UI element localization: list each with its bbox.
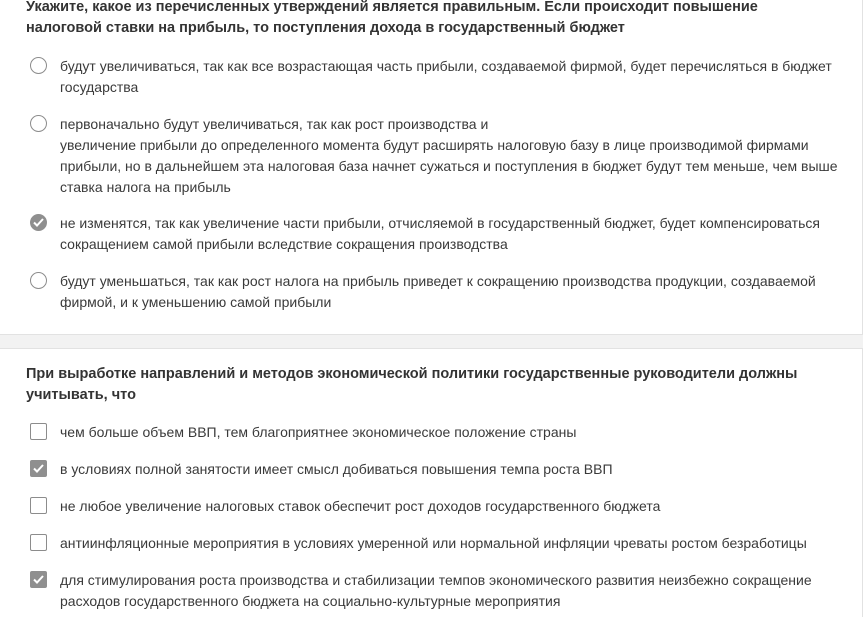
radio-button[interactable] — [30, 115, 47, 132]
q2-option-4-label: антиинфляционные мероприятия в условиях умеренной или нормальной инфляции чреваты ростом безработицы — [60, 535, 807, 551]
checkbox-checked[interactable] — [30, 571, 47, 588]
checkbox[interactable] — [30, 423, 47, 440]
q1-option-2-label: первоначально будут увеличиваться, так как рост производства и увеличение прибыли до определенного момента будут расширять налоговую базу в лице производимой фирмами прибыли, но в дальнейшем эта налоговая база начнет сужаться и поступления в бюджет будут тем меньше, чем выше ставка налога на прибыль — [60, 116, 838, 195]
radio-button[interactable] — [30, 57, 47, 74]
check-icon — [33, 218, 44, 227]
check-icon — [33, 464, 44, 473]
q2-option-5-label: для стимулирования роста производства и стабилизации темпов экономического развития неизбежно сокращение расходов государственного бюджета на социально-культурные мероприятия — [60, 572, 812, 609]
question-2-text: При выработке направлений и методов экономической политики государственные руководители должны учитывать, что — [26, 366, 798, 403]
checkbox[interactable] — [30, 534, 47, 551]
radio-button-selected[interactable] — [30, 214, 47, 231]
checkbox[interactable] — [30, 497, 47, 514]
q1-option-3-label: не изменятся, так как увеличение части прибыли, отчисляемой в государственный бюджет, будет компенсироваться сокращением самой прибыли вследствие сокращения производства — [60, 215, 820, 252]
checkbox-checked[interactable] — [30, 460, 47, 477]
q2-option-2-label: в условиях полной занятости имеет смысл добиваться повышения темпа роста ВВП — [60, 461, 613, 477]
question-1-text: Укажите, какое из перечисленных утверждений является правильным. Если происходит повышение налоговой ставки на прибыль, то поступления дохода в государственный бюджет — [26, 0, 758, 36]
check-icon — [33, 575, 44, 584]
q2-option-1-label: чем больше объем ВВП, тем благоприятнее экономическое положение страны — [60, 424, 577, 440]
question-card-2 — [0, 348, 863, 617]
q2-option-3-label: не любое увеличение налоговых ставок обеспечит рост доходов государственного бюджета — [60, 498, 661, 514]
radio-button[interactable] — [30, 272, 47, 289]
q1-option-4-label: будут уменьшаться, так как рост налога на прибыль приведет к сокращению производства продукции, создаваемой фирмой, и к уменьшению самой прибыли — [60, 273, 816, 310]
q1-option-1-label: будут увеличиваться, так как все возрастающая часть прибыли, создаваемой фирмой, будет перечисляться в бюджет государства — [60, 58, 832, 95]
